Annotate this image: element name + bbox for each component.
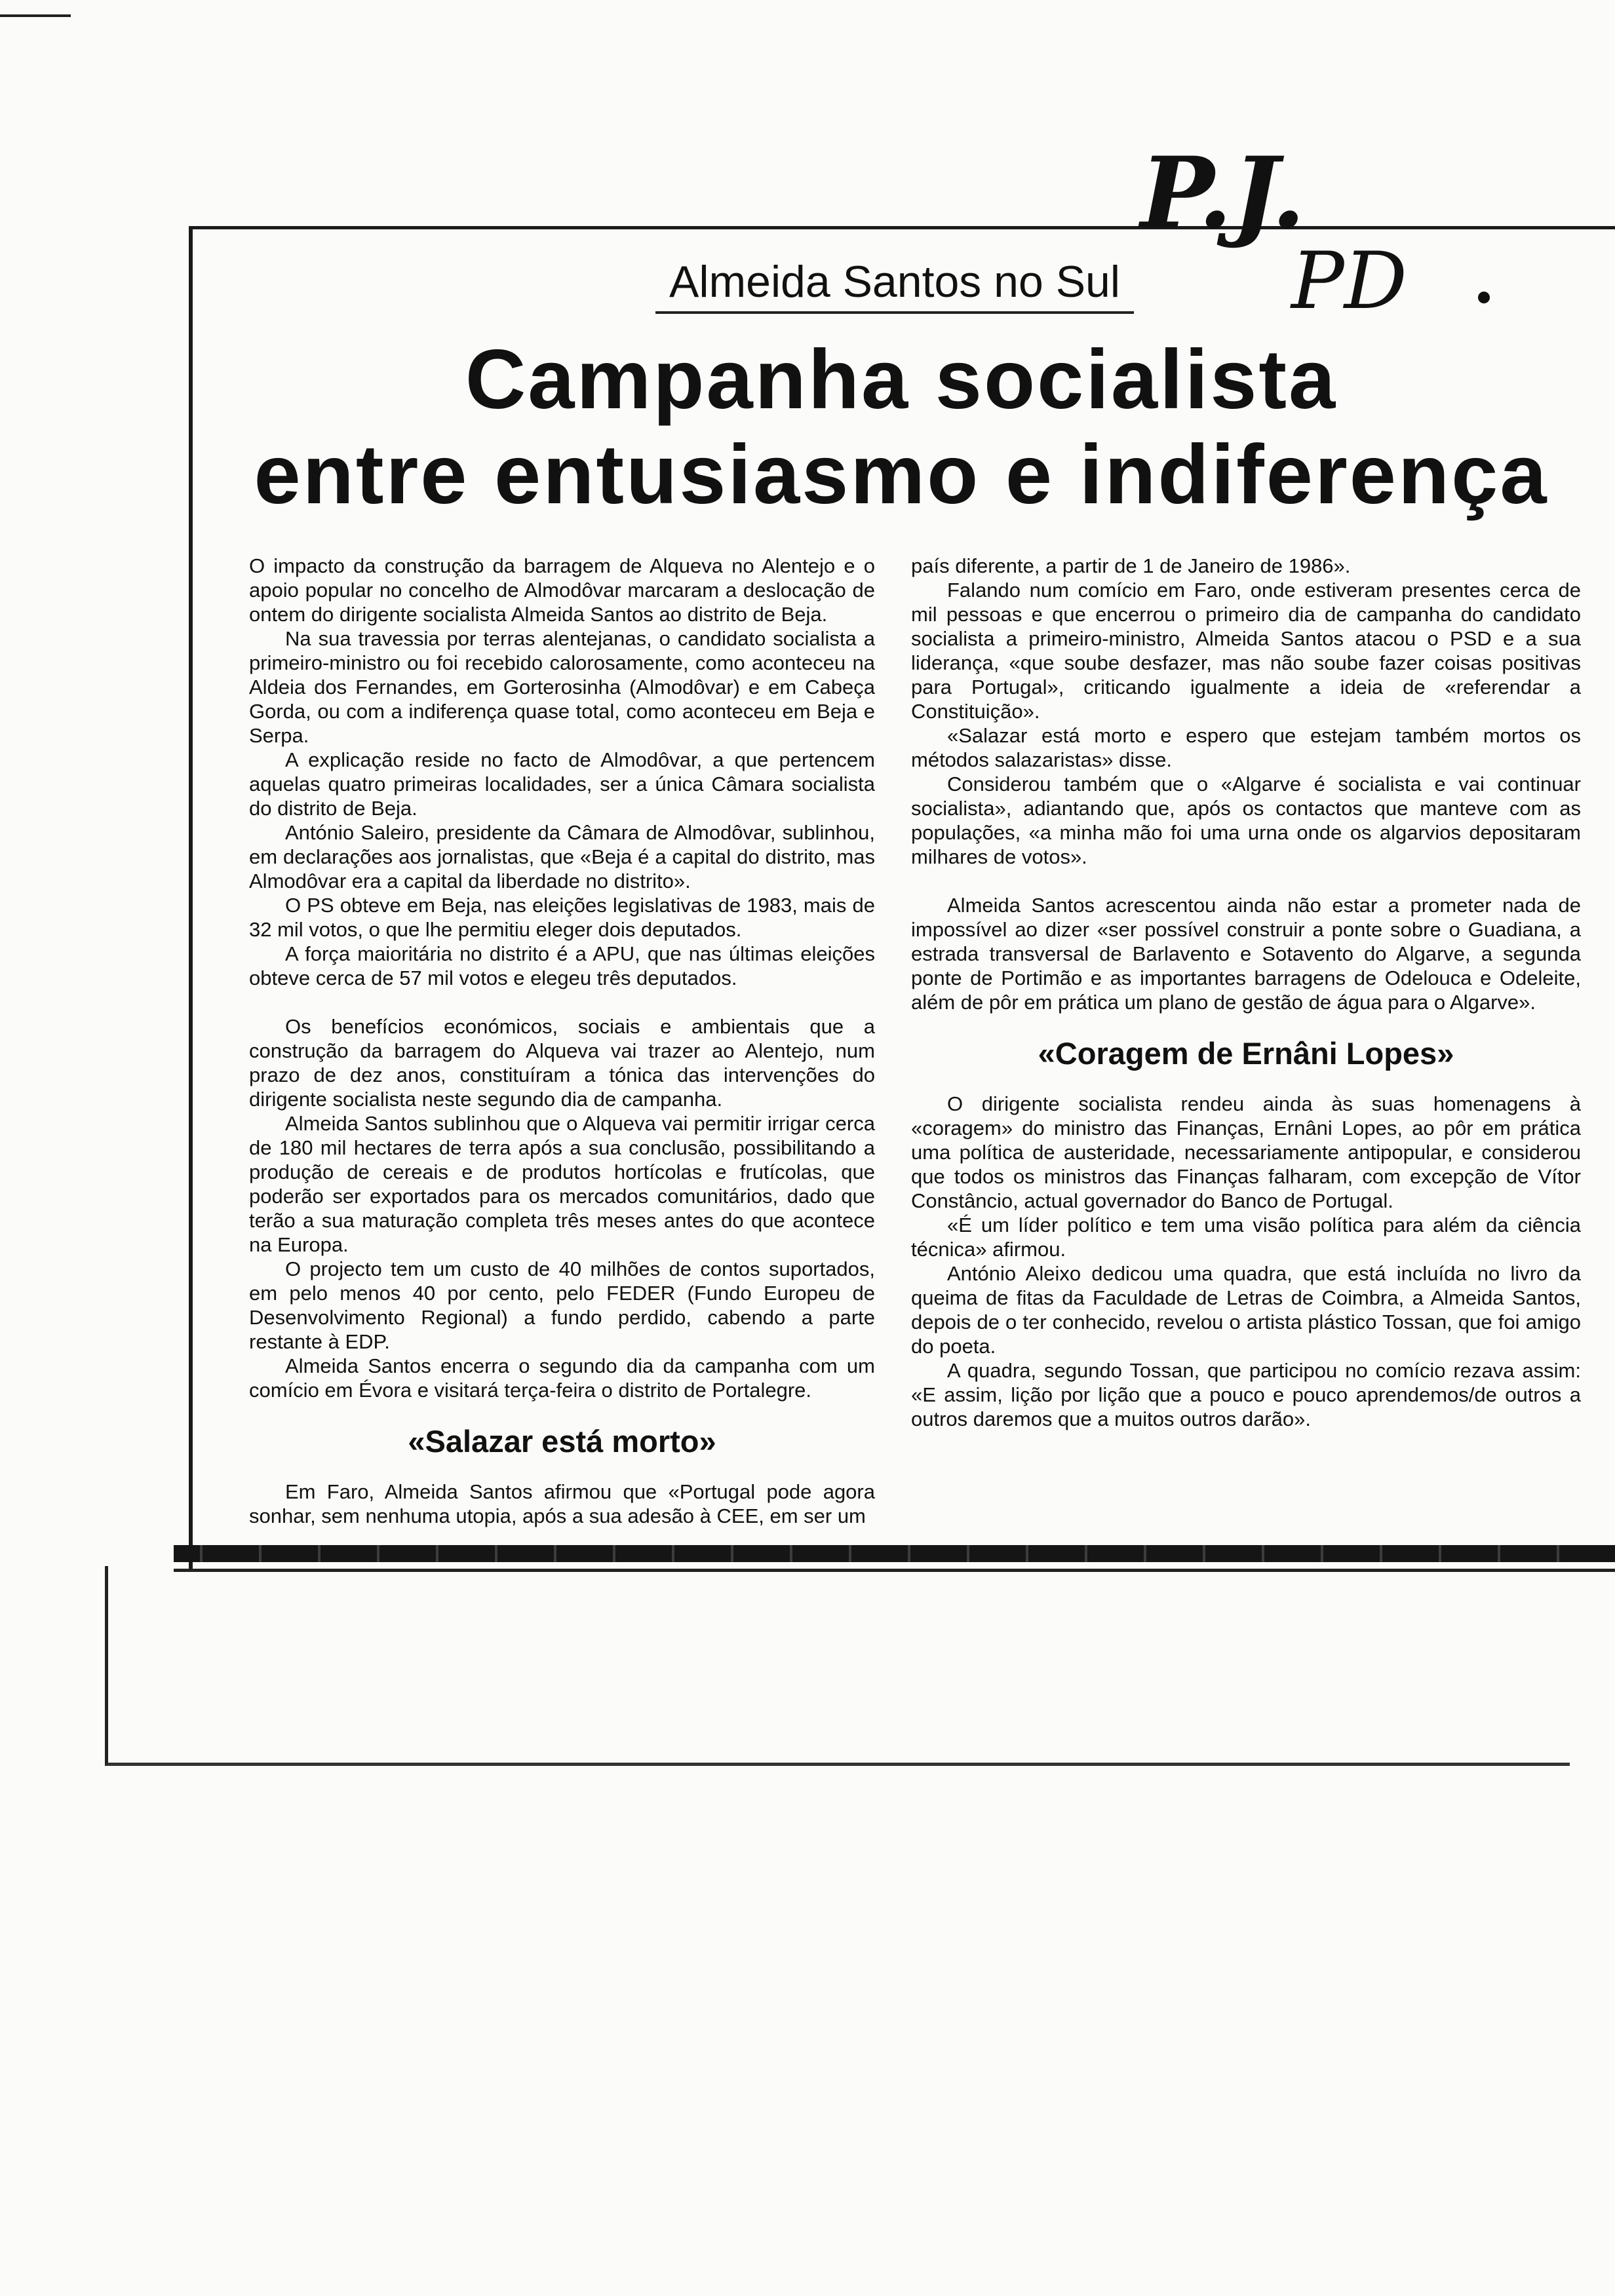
paragraph: António Saleiro, presidente da Câmara de Almodôvar, sublinhou, em declarações aos jornalistas, que «Beja é a capital do distrito, mas Almodôvar era a capital da liberdade no distrito».	[249, 821, 875, 892]
headline-line-1: Campanha socialista	[465, 333, 1338, 427]
paragraph: Almeida Santos encerra o segundo dia da campanha com um comício em Évora e visitará terça-feira o distrito de Portalegre.	[249, 1354, 875, 1402]
article-column-1	[249, 554, 875, 1528]
paragraph: Almeida Santos sublinhou que o Alqueva vai permitir irrigar cerca de 180 mil hectares de terra após a sua conclusão, possibilitando a produção de cereais e de produtos hortícolas e frutícolas, que poderão ser exportados para os mercados comunitários, dado que terão a sua maturação completa três meses antes do que acontece na Europa.	[249, 1112, 875, 1256]
paragraph: «É um líder político e tem uma visão política para além da ciência técnica» afirmou.	[911, 1214, 1581, 1261]
paragraph: Os benefícios económicos, sociais e ambientais que a construção da barragem do Alqueva vai trazer ao Alentejo, num prazo de dez anos, constituíram a tónica das intervenções do dirigente socialista neste segundo dia de campanha.	[249, 1015, 875, 1111]
paragraph: «Salazar está morto e espero que estejam também mortos os métodos salazaristas» disse.	[911, 724, 1581, 771]
paragraph: país diferente, a partir de 1 de Janeiro de 1986».	[911, 554, 1351, 577]
paragraph: O PS obteve em Beja, nas eleições legislativas de 1983, mais de 32 mil votos, o que lhe permitiu eleger dois deputados.	[249, 894, 875, 941]
scan-edge-line	[0, 14, 71, 17]
paragraph: O projecto tem um custo de 40 milhões de contos suportados, em pelo menos 40 por cento, pelo FEDER (Fundo Europeu de Desenvolvimento Regional) a fundo perdido, cabendo a parte restante à EDP.	[249, 1257, 875, 1353]
subheading-salazar: «Salazar está morto»	[408, 1424, 716, 1459]
paragraph: Falando num comício em Faro, onde estiveram presentes cerca de mil pessoas e que encerrou o primeiro dia de campanha do candidato socialista a primeiro-ministro, Almeida Santos atacou o PSD e a sua liderança, «que soube desfazer, mas não soube fazer coisas positivas para Portugal», criticando igualmente a ideia de «referendar a Constituição».	[911, 579, 1581, 723]
paragraph: A quadra, segundo Tossan, que participou no comício rezava assim: «E assim, lição por lição que a pouco e pouco aprendemos/de outros a outros daremos que a muitos outros darão».	[911, 1359, 1581, 1430]
bottom-rule	[174, 1545, 1615, 1562]
paragraph: Em Faro, Almeida Santos afirmou que «Portugal pode agora sonhar, sem nenhuma utopia, após a sua adesão à CEE, em ser um	[249, 1480, 875, 1527]
lower-frame	[105, 1566, 1570, 1766]
paragraph: Considerou também que o «Algarve é socialista e vai continuar socialista», adiantando que, após os contactos que manteve com as populações, «a minha mão foi uma urna onde os algarvios depositaram milhares de votos».	[911, 773, 1581, 868]
paragraph: A força maioritária no distrito é a APU, que nas últimas eleições obteve cerca de 57 mil votos e elegeu três deputados.	[249, 942, 875, 989]
paragraph: A explicação reside no facto de Almodôvar, a que pertencem aquelas quatro primeiras localidades, ser a única Câmara socialista do distrito de Beja.	[249, 748, 875, 820]
paragraph: O impacto da construção da barragem de Alqueva no Alentejo e o apoio popular no concelho de Almodôvar marcaram a deslocação de ontem do dirigente socialista Almeida Santos ao distrito de Beja.	[249, 554, 875, 626]
paragraph: Na sua travessia por terras alentejanas, o candidato socialista a primeiro-ministro ou foi recebido calorosamente, como aconteceu na Aldeia dos Fernandes, em Gorterosinha (Almodôvar) e em Cabeça Gorda, ou com a indiferença quase total, como aconteceu em Beja e Serpa.	[249, 627, 875, 747]
paragraph: O dirigente socialista rendeu ainda às suas homenagens à «coragem» do ministro das Finanças, Ernâni Lopes, ao pôr em prática uma política de austeridade, necessariamente antipopular, e considerou que todos os ministros das Finanças falharam, com excepção de Vítor Constâncio, actual governador do Banco de Portugal.	[911, 1092, 1581, 1212]
headline-line-2: entre entusiasmo e indiferença	[254, 428, 1549, 522]
subheading-coragem: «Coragem de Ernâni Lopes»	[1038, 1036, 1454, 1071]
paragraph: Almeida Santos acrescentou ainda não estar a prometer nada de impossível ao dizer «ser possível construir a ponte sobre o Guadiana, a estrada transversal de Barlavento e Sotavento do Algarve, a segunda ponte de Portimão e as importantes barragens de Odelouca e Odeleite, além de pôr em prática um plano de gestão de água para o Algarve».	[911, 894, 1581, 1014]
paragraph: António Aleixo dedicou uma quadra, que está incluída no livro da queima de fitas da Faculdade de Letras de Coimbra, a Almeida Santos, depois de o ter conhecido, revelou o artista plástico Tossan, que foi amigo do poeta.	[911, 1262, 1581, 1358]
ink-dot	[1478, 292, 1490, 303]
handwritten-mark: P.J.	[1140, 136, 1306, 251]
headline	[197, 334, 1606, 531]
article-column-2	[911, 554, 1581, 1431]
handwritten-mark-2: PD	[1291, 236, 1407, 327]
kicker: Almeida Santos no Sul	[655, 252, 1134, 314]
